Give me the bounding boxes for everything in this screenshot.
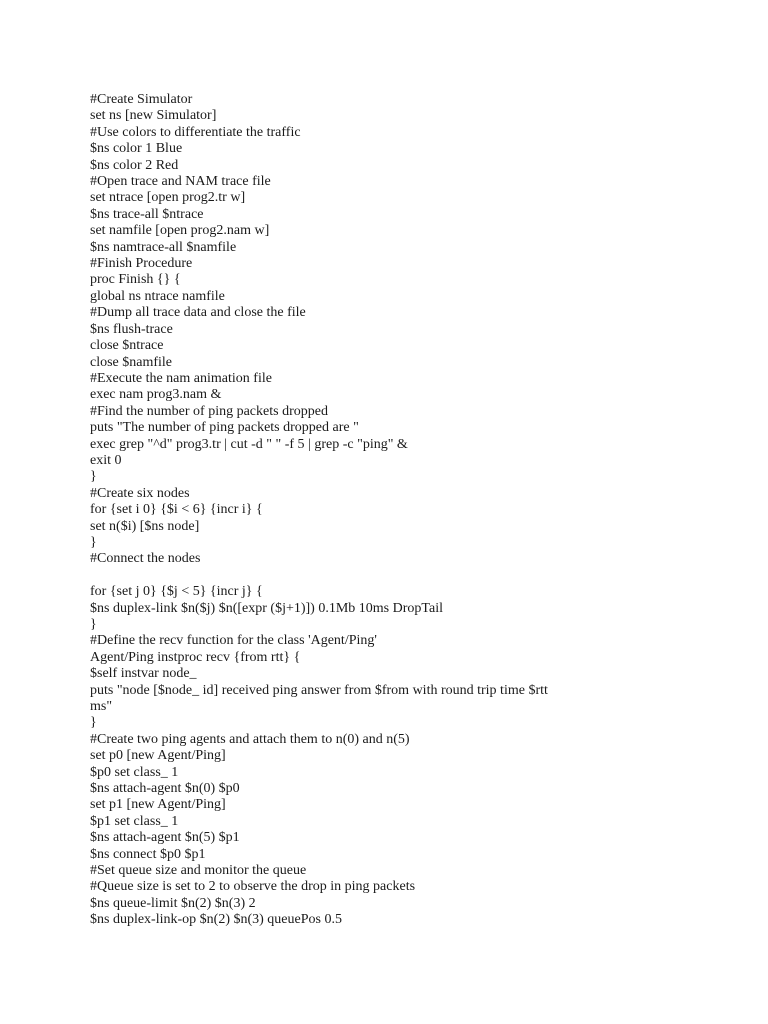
code-line: exec grep "^d" prog3.tr | cut -d " " -f 5 | grep -c "ping" & — [90, 436, 408, 452]
code-line: set n($i) [$ns node] — [90, 518, 200, 534]
code-line: $ns attach-agent $n(0) $p0 — [90, 781, 240, 797]
code-line: set namfile [open prog2.nam w] — [90, 223, 270, 239]
code-line: set p1 [new Agent/Ping] — [90, 797, 226, 813]
code-line: $ns trace-all $ntrace — [90, 206, 204, 222]
code-line: Agent/Ping instproc recv {from rtt} { — [90, 649, 301, 665]
code-line: #Use colors to differentiate the traffic — [90, 124, 301, 140]
code-line: $ns duplex-link-op $n(2) $n(3) queuePos 0.5 — [90, 912, 342, 928]
code-line: } — [90, 534, 97, 550]
code-line: #Set queue size and monitor the queue — [90, 863, 307, 879]
code-line: } — [90, 715, 97, 731]
code-line: $ns color 1 Blue — [90, 141, 183, 157]
code-line: set ns [new Simulator] — [90, 108, 217, 124]
code-line: #Queue size is set to 2 to observe the drop in ping packets — [90, 879, 416, 895]
code-line: proc Finish {} { — [90, 272, 181, 288]
code-line: for {set j 0} {$j < 5} {incr j} { — [90, 584, 263, 600]
code-line: } — [90, 469, 97, 485]
code-line: exec nam prog3.nam & — [90, 387, 222, 403]
code-line: set p0 [new Agent/Ping] — [90, 748, 226, 764]
code-line: exit 0 — [90, 452, 122, 468]
code-line: #Define the recv function for the class 'Agent/Ping' — [90, 633, 377, 649]
code-line: #Connect the nodes — [90, 551, 201, 567]
code-line: #Find the number of ping packets dropped — [90, 403, 328, 419]
code-line: global ns ntrace namfile — [90, 288, 225, 304]
code-line: close $namfile — [90, 354, 173, 370]
code-line: for {set i 0} {$i < 6} {incr i} { — [90, 502, 263, 518]
code-line: set ntrace [open prog2.tr w] — [90, 190, 246, 206]
code-line: #Create six nodes — [90, 485, 190, 501]
code-line: $p1 set class_ 1 — [90, 813, 179, 829]
code-line: #Create two ping agents and attach them to n(0) and n(5) — [90, 731, 410, 747]
code-line: close $ntrace — [90, 338, 164, 354]
code-line: $ns flush-trace — [90, 321, 173, 337]
code-line: $ns attach-agent $n(5) $p1 — [90, 830, 240, 846]
code-line: $ns color 2 Red — [90, 157, 179, 173]
code-line: puts "The number of ping packets dropped are " — [90, 420, 359, 436]
code-line: $self instvar node_ — [90, 666, 197, 682]
code-line: $p0 set class_ 1 — [90, 764, 179, 780]
code-line: #Finish Procedure — [90, 256, 193, 272]
code-line: $ns namtrace-all $namfile — [90, 239, 237, 255]
code-line: $ns duplex-link $n($j) $n([expr ($j+1)]) 0.1Mb 10ms DropTail — [90, 600, 443, 616]
code-listing — [90, 92, 560, 929]
code-line: #Execute the nam animation file — [90, 370, 272, 386]
code-line: } — [90, 616, 97, 632]
code-line: $ns queue-limit $n(2) $n(3) 2 — [90, 895, 256, 911]
code-line — [90, 568, 560, 584]
code-line: #Open trace and NAM trace file — [90, 174, 271, 190]
code-line: $ns connect $p0 $p1 — [90, 846, 206, 862]
code-line: #Create Simulator — [90, 92, 193, 107]
code-line: #Dump all trace data and close the file — [90, 305, 306, 321]
code-line: puts "node [$node_ id] received ping answer from $from with round trip time $rtt ms" — [90, 682, 552, 715]
